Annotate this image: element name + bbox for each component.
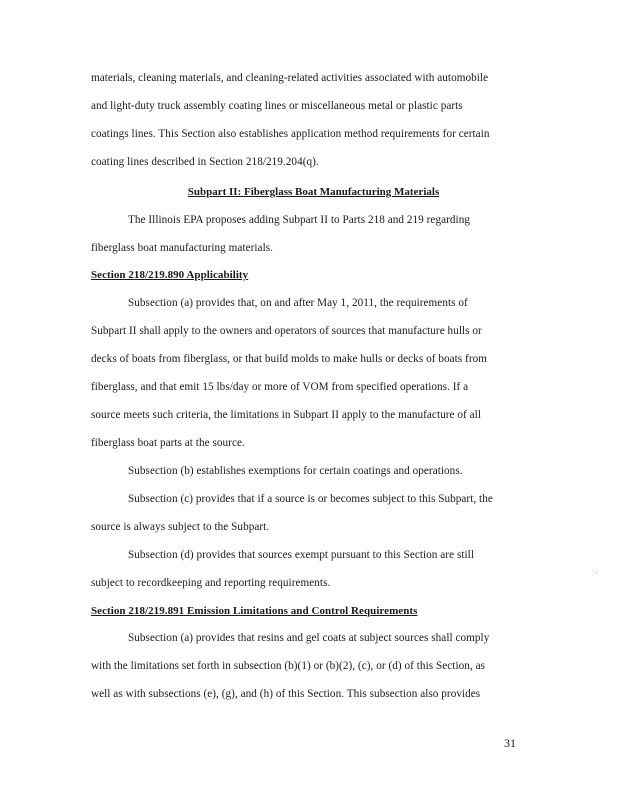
text-line: and light-duty truck assembly coating lines or miscellaneous metal or plastic parts <box>91 100 463 112</box>
text-line: Subsection (a) provides that resins and gel coats at subject sources shall comply <box>128 632 490 644</box>
text-line: fiberglass boat parts at the source. <box>91 437 245 449</box>
section-heading-emission-limitations: Section 218/219.891 Emission Limitations and Control Requirements <box>91 605 418 617</box>
text-line: well as with subsections (e), (g), and (h) of this Section. This subsection also provides <box>91 688 481 700</box>
text-line: Subsection (c) provides that if a source is or becomes subject to this Subpart, the <box>128 493 493 505</box>
subpart-heading: Subpart II: Fiberglass Boat Manufacturing Materials <box>187 186 440 198</box>
text-line: source meets such criteria, the limitations in Subpart II apply to the manufacture of all <box>91 409 481 421</box>
text-line: subject to recordkeeping and reporting requirements. <box>91 577 331 589</box>
section-heading-applicability: Section 218/219.890 Applicability <box>91 269 249 281</box>
page-number: 31 <box>504 736 516 750</box>
text-line: source is always subject to the Subpart. <box>91 521 270 533</box>
text-line: Subsection (d) provides that sources exempt pursuant to this Section are still <box>128 549 474 561</box>
text-line: coating lines described in Section 218/219.204(q). <box>91 156 319 168</box>
text-line: fiberglass, and that emit 15 lbs/day or more of VOM from specified operations. If a <box>91 381 469 393</box>
text-line: Subsection (a) provides that, on and after May 1, 2011, the requirements of <box>128 297 468 309</box>
text-line: decks of boats from fiberglass, or that build molds to make hulls or decks of boats from <box>91 353 487 365</box>
text-line: Subpart II shall apply to the owners and operators of sources that manufacture hulls or <box>91 325 482 337</box>
scan-artifact <box>596 572 597 573</box>
text-line: fiberglass boat manufacturing materials. <box>91 242 273 254</box>
text-line: with the limitations set forth in subsection (b)(1) or (b)(2), (c), or (d) of this Section, as <box>91 660 485 672</box>
text-line: Subsection (b) establishes exemptions for certain coatings and operations. <box>128 465 463 477</box>
text-line: coatings lines. This Section also establishes application method requirements for certain <box>91 128 490 140</box>
text-line: The Illinois EPA proposes adding Subpart II to Parts 218 and 219 regarding <box>128 214 470 226</box>
text-line: materials, cleaning materials, and cleaning-related activities associated with automobile <box>91 72 489 84</box>
